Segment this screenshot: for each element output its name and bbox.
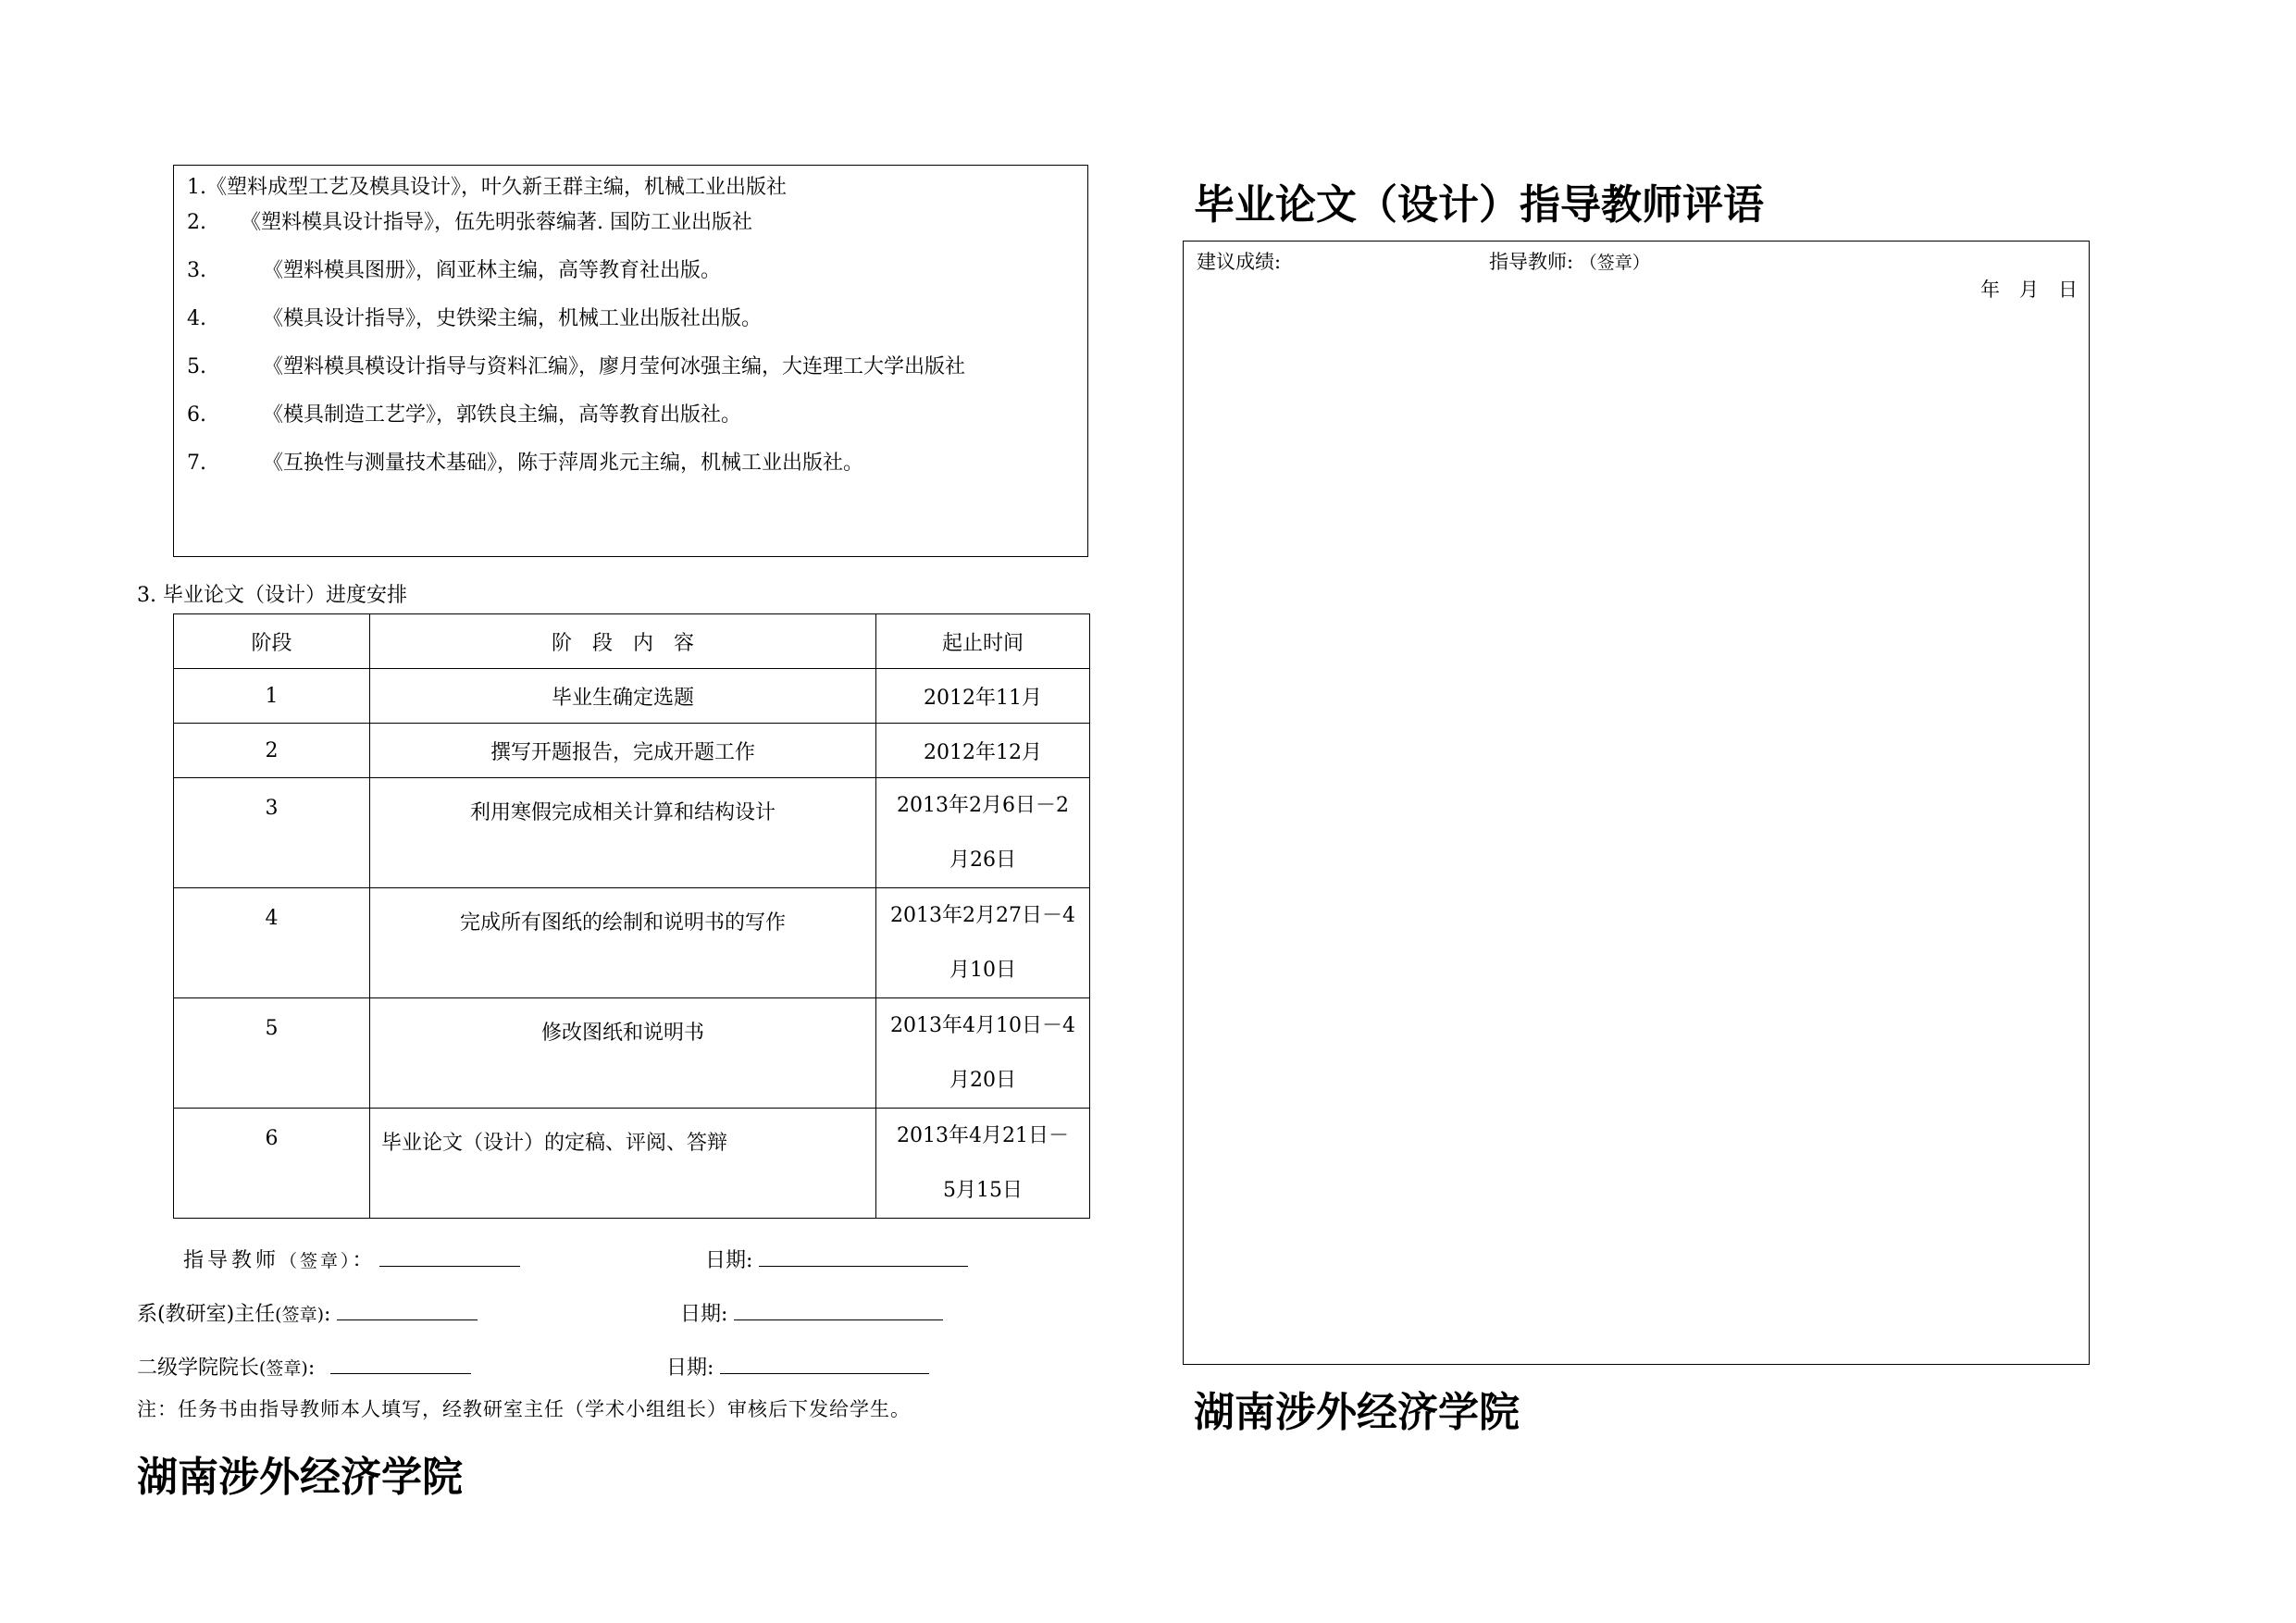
dean-signature-blank[interactable] — [330, 1353, 471, 1374]
stage-value: 5 — [265, 1017, 279, 1040]
content-cell: 撰写开题报告，完成开题工作 — [370, 724, 876, 778]
comment-advisor-line — [1489, 247, 1650, 275]
time-end: 月26日 — [949, 849, 1016, 872]
reference-text: 《模具设计指导》，史铁梁主编，机械工业出版社出版。 — [263, 307, 763, 330]
stage-cell — [174, 888, 370, 998]
comment-advisor-label: 指导教师: — [1489, 251, 1574, 273]
school-name-right: 湖南涉外经济学院 — [1194, 1389, 1520, 1436]
table-row — [174, 724, 1090, 778]
schedule-section-title: 3. 毕业论文（设计）进度安排 — [137, 584, 407, 607]
reference-item — [187, 171, 787, 200]
content-cell — [370, 778, 876, 888]
stage-value: 6 — [265, 1127, 279, 1150]
content-cell — [370, 998, 876, 1109]
dean-seal-label: (签章) — [259, 1358, 308, 1379]
reference-item — [187, 254, 721, 283]
reference-text: 《互换性与测量技术基础》，陈于萍周兆元主编，机械工业出版社。 — [263, 452, 864, 475]
advisor-seal-label: （签章） — [279, 1251, 353, 1271]
header-content: 阶 段 内 容 — [370, 614, 876, 669]
time-cell — [876, 1109, 1090, 1219]
stage-value: 3 — [265, 797, 279, 820]
reference-number: 6. — [187, 403, 206, 427]
stage-cell — [174, 778, 370, 888]
dept-date-line — [680, 1298, 943, 1327]
content-cell: 毕业生确定选题 — [370, 669, 876, 724]
time-start: 2013年4月21日－ — [897, 1124, 1069, 1147]
stage-cell: 1 — [174, 669, 370, 724]
dept-seal-label: (签章) — [275, 1305, 324, 1325]
schedule-table — [173, 613, 1090, 1219]
table-row — [174, 669, 1090, 724]
time-start: 2013年4月10日－4 — [890, 1014, 1075, 1037]
content-value: 利用寒假完成相关计算和结构设计 — [469, 801, 776, 824]
dept-label: 系(教研室)主任 — [137, 1303, 276, 1326]
reference-text: 《塑料成型工艺及模具设计》，叶久新王群主编，机械工业出版社 — [206, 176, 788, 199]
reference-number: 3. — [187, 259, 206, 282]
time-cell — [876, 998, 1090, 1109]
reference-number: 1. — [187, 176, 206, 199]
dept-colon: : — [324, 1303, 331, 1326]
stage-cell — [174, 1109, 370, 1219]
header-stage: 阶段 — [174, 614, 370, 669]
comment-title: 毕业论文（设计）指导教师评语 — [1194, 181, 1764, 229]
table-header-row — [174, 614, 1090, 669]
advisor-date-line — [705, 1245, 968, 1273]
dean-colon: : — [307, 1357, 316, 1380]
dean-signature-line — [137, 1352, 471, 1381]
comment-area[interactable] — [1184, 306, 2089, 1364]
content-cell — [370, 1109, 876, 1219]
date-label: 日期: — [666, 1357, 714, 1380]
time-cell — [876, 888, 1090, 998]
dept-date-blank[interactable] — [734, 1299, 943, 1320]
dean-label: 二级学院院长 — [137, 1357, 260, 1380]
advisor-date-blank[interactable] — [759, 1245, 968, 1267]
stage-cell — [174, 998, 370, 1109]
reference-text: 《模具制造工艺学》，郭铁良主编，高等教育出版社。 — [263, 403, 742, 427]
advisor-label: 指导教师 — [183, 1249, 280, 1272]
reference-item — [187, 206, 752, 235]
reference-number: 5. — [187, 355, 206, 378]
reference-item — [187, 351, 965, 379]
dean-date-line — [666, 1352, 929, 1381]
time-end: 月20日 — [949, 1069, 1016, 1092]
stage-value: 4 — [265, 907, 279, 930]
time-end: 5月15日 — [943, 1179, 1023, 1202]
content-value: 毕业论文（设计）的定稿、评阅、答辩 — [381, 1132, 728, 1155]
time-cell: 2012年11月 — [876, 669, 1090, 724]
time-start: 2013年2月27日－4 — [890, 904, 1075, 927]
reference-number: 2. — [187, 211, 206, 234]
note-text: 注：任务书由指导教师本人填写，经教研室主任（学术小组组长）审核后下发给学生。 — [137, 1398, 911, 1420]
table-row — [174, 998, 1090, 1109]
time-end: 月10日 — [949, 959, 1016, 982]
dept-signature-line — [137, 1298, 478, 1327]
table-row — [174, 888, 1090, 998]
reference-number: 7. — [187, 452, 206, 475]
content-cell — [370, 888, 876, 998]
dean-date-blank[interactable] — [720, 1353, 929, 1374]
reference-item — [187, 303, 762, 331]
advisor-signature-blank[interactable] — [379, 1245, 520, 1267]
content-value: 修改图纸和说明书 — [540, 1022, 704, 1045]
reference-item — [187, 447, 863, 476]
suggest-grade-label: 建议成绩: — [1197, 251, 1282, 273]
date-label: 日期: — [705, 1249, 753, 1272]
references-box — [173, 165, 1088, 557]
time-cell — [876, 778, 1090, 888]
reference-text: 《塑料模具设计指导》，伍先明张蓉编著. 国防工业出版社 — [241, 211, 752, 234]
reference-text: 《塑料模具图册》，阎亚林主编，高等教育社出版。 — [263, 259, 722, 282]
table-row — [174, 1109, 1090, 1219]
header-time: 起止时间 — [876, 614, 1090, 669]
time-cell: 2012年12月 — [876, 724, 1090, 778]
advisor-signature-line — [183, 1245, 520, 1273]
reference-item — [187, 399, 741, 427]
comment-date: 年 月 日 — [1980, 279, 2078, 301]
school-name-left: 湖南涉外经济学院 — [137, 1454, 463, 1501]
reference-text: 《塑料模具模设计指导与资料汇编》，廖月莹何冰强主编，大连理工大学出版社 — [263, 355, 966, 378]
table-row — [174, 778, 1090, 888]
content-value: 完成所有图纸的绘制和说明书的写作 — [459, 911, 786, 935]
reference-number: 4. — [187, 307, 206, 330]
time-start: 2013年2月6日－2 — [897, 794, 1069, 817]
comment-seal-label: （签章） — [1579, 253, 1650, 273]
comment-box — [1183, 241, 2090, 1365]
dept-signature-blank[interactable] — [337, 1299, 478, 1320]
date-label: 日期: — [680, 1303, 728, 1326]
advisor-colon: ： — [352, 1249, 373, 1272]
stage-cell: 2 — [174, 724, 370, 778]
